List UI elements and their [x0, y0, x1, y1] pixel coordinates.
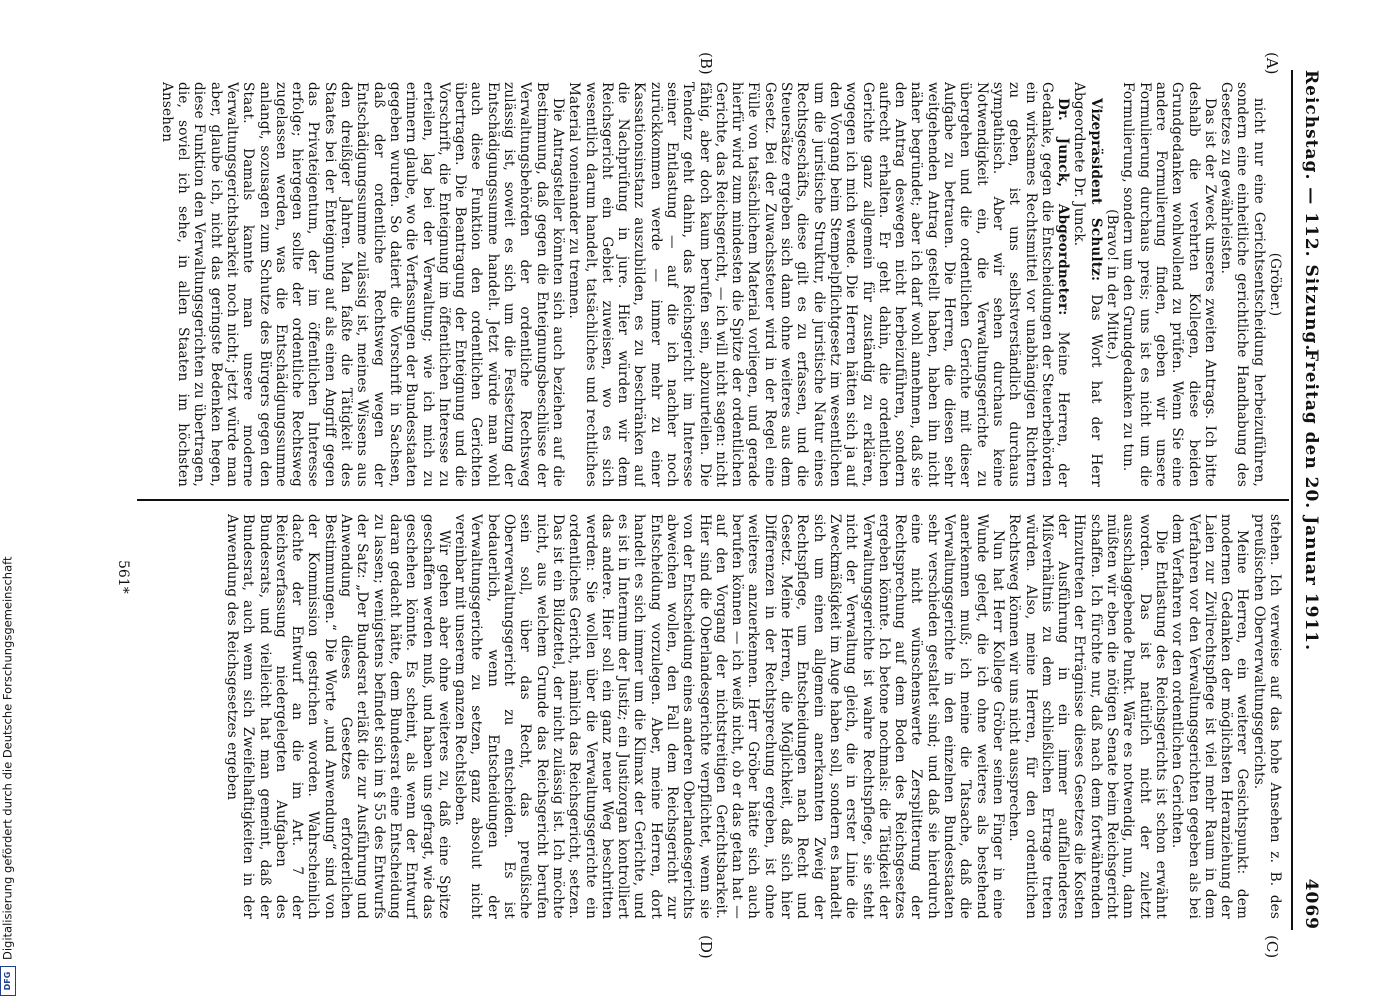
credit-text: Digitalisierung gefördert durch die Deutsche Forschungsgemeinschaft [0, 556, 15, 960]
dfg-logo-text: DFG [3, 971, 12, 991]
stage-direction: (Gröber.) [1267, 252, 1283, 317]
running-head-left: Reichstag. — 112. Sitzung. [1301, 70, 1321, 352]
text-paragraph: Die Entlastung des Reichsgerichts ist schon erwähnt worden. Das ist natürlich nicht der zuletzt ausschlaggebende Punkt. Wäre es notwendig, nun, dann müßten wir eben die nötigen Senate beim Reichsgericht schaffen. Ich fürchte nur, daß nach dem fortwährenden Hinzutreten der Erträgnisse dieses Gesetzes die Kosten der Ausführung in ein immer auffallenderes Mißverhältnis zu dem schließlichen Ertrage treten würden. Also, meine Herren, für den ordentlichen Rechtsweg können wir uns nicht aussprechen. [1006, 514, 1169, 919]
text-paragraph: stehen. Ich verweise auf das hohe Ansehen z. B. des preußischen Oberverwaltungsgerichts. [1250, 514, 1283, 919]
credit-bar [0, 0, 22, 1000]
page-number: 4069 [1301, 878, 1321, 930]
running-head [1295, 70, 1321, 930]
text-paragraph: Das ist der Zweck unseres zweiten Antrags. Ich bitte deshalb die verehrten Kollegen, diese beiden Grundgedanken wohlwollend zu prüfen. Wenn Sie eine andere Formulierung finden, geben wir unsere Formulierung durchaus preis; uns ist es nicht um die Formulierung, sondern um den Grundgedanken zu tun. [1120, 82, 1218, 487]
header-rule [1291, 70, 1293, 930]
margin-marker-b: (B) [697, 52, 715, 75]
text-paragraph: Nun hat Herr Kollege Gröber seinen Finger in eine Wunde gelegt, die ich ohne weiteres als bestehend anerkennen muß; ich meine die Tatsache, daß die Verwaltungsgerichte in den einzelnen Bundesstaaten sehr verschieden gestaltet sind; und daß sie hierdurch eine nicht wünschenswerte Zersplitterung der Rechtsprechung auf dem Boden des Reichsgesetzes ergeben könnte. Ich betone nochmals: die Tätigkeit der Verwaltungsgerichte ist wahre Rechtspflege, sie steht nicht der Verwaltung gleich, die in erster Linie die Zweckmäßigkeit im Auge haben soll, sondern es handelt sich um einen allgemein anerkannten Zweig der Rechtspflege, um Entscheidungen nach Recht und Gesetz. Meine Herren, die Möglichkeit, daß sich hier Differenzen in der Rechtsprechung ergeben, ist ohne weiteres anzuerkennen. Herr Gröber hätte sich auch berufen können — ich weiß nicht, ob er das getan hat — auf den Vorgang der nichtstreitigen Gerichtsbarkeit. Hier sind die Oberlandesgerichte verpflichtet, wenn sie von der Entscheidung eines anderen Oberlandesgerichts abweichen wollen, den Fall dem Reichsgericht zur Entscheidung vorzulegen. Aber, meine Herren, dort handelt es sich immer um die Klimax der Gerichte, und es ist in Internum der Justiz; ein Justizorgan kontrolliert das andere. Hier soll ein ganz neuer Weg beschritten werden: Sie wollen über die Verwaltungsgerichte ein ordentliches Gericht, nämlich das Reichsgericht, setzen. Das ist ein Bildzettel, der nicht zulässig ist. Ich möchte nicht, aus welchem Grunde das Reichsgericht berufen sein soll, über das Recht, das preußische Oberverwaltungsgericht zu entscheiden. Es ist bedauerlich, wenn Entscheidungen der Verwaltungsgerichte zu setzen, ganz absolut nicht vereinbar mit unserem ganzen Rechtsleben. [452, 514, 1006, 919]
margin-marker-c: (C) [1263, 935, 1281, 959]
margin-marker-a: (A) [1263, 52, 1281, 75]
speech-paragraph [566, 82, 1071, 487]
right-column [137, 514, 1283, 919]
left-column [137, 82, 1283, 487]
credit-line [0, 557, 16, 996]
running-head-date: Freitag den 20. Januar 1911. [1301, 348, 1321, 652]
speaker-name: Dr. Junck, Abgeordneter: [1055, 98, 1072, 316]
text-paragraph: nicht nur eine Gerichtsentscheidung herbeizuführen, sondern eine einheitliche gerichtliche Handhabung des Gesetzes zu gewährleisten. [1218, 82, 1267, 487]
text-paragraph: Wir gehen aber ohne weiteres zu, daß eine Spitze geschaffen werden muß, und haben uns gefragt, wie das geschehen könnte. Es scheint, als wenn der Entwurf daran gedacht hätte, dem Bundesrat eine Entscheidung zu lassen; wenigstens befindet sich im § 55 des Entwurfs der Satz: „Der Bundesrat erläßt die zur Ausführung und Anwendung dieses Gesetzes erforderlichen Bestimmungen.“ Die Worte „und Anwendung“ sind von der Kommission gestrichen worden. Wahrscheinlich dachte der Entwurf an die im Art. 7 der Reichsverfassung niedergelegten Aufgaben des Bundesrats, und vielleicht hat man gemeint, daß der Bundesrat, auch wenn sich Zweifelhaftigkeiten in der Anwendung des Reichsgesetzes ergeben [224, 514, 452, 919]
text-paragraph: Meine Herren, ein weiterer Gesichtspunkt: dem modernen Gedanken der möglichsten Heranziehung der Laien zur Zivilrechtspflege ist viel mehr Raum in dem Verfahren vor den Verwaltungsgerichten gegeben als bei dem Verfahren vor den ordentlichen Gerichten. [1169, 514, 1251, 919]
speech-text: Das Wort hat der Herr Abgeordnete Dr. Junck. [1071, 82, 1104, 487]
column-divider [137, 499, 1289, 501]
sheet-number: 561* [115, 560, 131, 594]
text-paragraph: Die Antragsteller könnten sich auch beziehen auf die Bestimmung, daß gegen die Enteignungsbeschlüsse der Verwaltungsbehörden der ordentliche Rechtsweg zulässig ist, soweit es sich um die Festsetzung der Entschädigungssumme handelt. Jetzt würde man wohl auch diese Funktion den ordentlichen Gerichten übertragen. Die Beantragung der Enteignung und die Vorschrift, die Enteignung im öffentlichen Interesse zu erteilen, lag bei der Verwaltung; wie ich mich zu erinnern glaube, wo die Verfassungen der Bundesstaaten gegeben wurden. So datiert die Vorschrift in Sachsen, daß der ordentliche Rechtsweg wegen der Entschädigungssumme zulässig ist, meines Wissens aus den dreißiger Jahren. Man faßte die Tätigkeit des Staates bei der Enteignung auf als einen Angriff gegen das Privateigentum, der im öffentlichen Interesse erfolge; hiergegen sollte der ordentliche Rechtsweg zugelassen werden, was die Entschädigungssumme anlangt, sozusagen zum Schutze des Bürgers gegen den Staat. Damals kannte man unsere moderne Verwaltungsgerichtsbarkeit noch nicht; jetzt würde man aber, glaube ich, nicht das geringste Bedenken hegen, diese Funktion den Verwaltungsgerichten zu übertragen, die, soviel ich sehe, in allen Staaten im höchsten Ansehen [158, 82, 566, 487]
stage-direction: (Bravo! in der Mitte.) [1104, 209, 1121, 360]
speech-text: Meine Herren, der Gedanke, gegen die Entscheidungen der Steuerbehörden ein wirksames Rechtsmittel vor unabhängigen Richtern zu geben, ist uns selbstverständlich durchaus sympathisch. Aber wir sehen durchaus keine Notwendigkeit ein, die Verwaltungsgerichte zu übergehen und die ordentlichen Gerichte mit dieser Aufgabe zu betrauen. Die Herren, die diesen sehr weitgehenden Antrag gestellt haben, haben ihn nicht näher begründet; aber ich darf wohl annehmen, daß sie den Antrag deswegen nicht herbeizuführen, sondern aufrecht erhalten. Er geht dahin, die ordentlichen Gerichte ganz allgemein für zuständig zu erklären, wogegen ich mich wende. Die Herren hätten sich ja auf den Vorgang beim Stempelpflichtgesetz im wesentlichen um die juristische Struktur, die juristische Natur eines Rechtsgeschäfts, diese gilt es zu erfassen, und die Steuersätze ergeben sich dann ohne weiteres aus dem Gesetz. Bei der Zuwachssteuer wird in der Regel eine Fülle von tatsächlichem Material vorliegen, und gerade hierfür wird zum mindesten die Spitze der ordentlichen Gerichte, das Reichsgericht, — ich will nicht sagen: nicht fähig, aber doch kaum berufen sein, abzuurteilen. Die Tendenz geht dahin, das Reichsgericht im Interesse seiner Entlastung — auf die ich nachher noch zurückkommen werde — immer mehr zu einer Kassationsinstanz auszubilden, es zu beschränken auf die Nachprüfung in jure. Hier würden wir dem Reichsgericht ein Gebiet zuweisen, wo es sich wesentlich darum handelt, tatsächliches und rechtliches Material voneinander zu trennen. [566, 82, 1072, 487]
speech-paragraph [1071, 82, 1104, 487]
speaker-name: Vizepräsident Schultz: [1087, 98, 1104, 282]
dfg-logo-icon [0, 966, 16, 996]
margin-marker-d: (D) [697, 935, 715, 959]
